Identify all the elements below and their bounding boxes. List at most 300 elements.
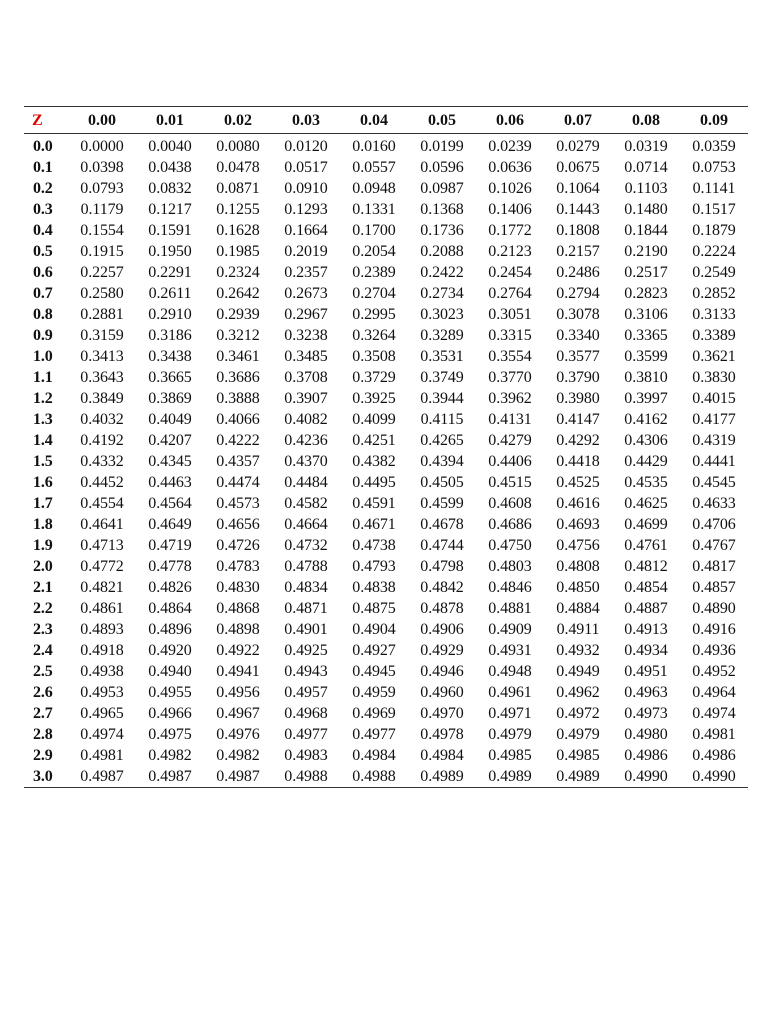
table-row: [24, 388, 748, 409]
probability-cell: 0.4633: [692, 494, 736, 512]
probability-cell: 0.4948: [488, 662, 532, 680]
probability-cell: 0.4756: [556, 536, 600, 554]
probability-cell: 0.3830: [692, 368, 736, 386]
column-header: 0.00: [88, 112, 116, 129]
header-row: [24, 107, 748, 134]
probability-cell: 0.0478: [216, 158, 260, 176]
probability-cell: 0.2764: [488, 284, 532, 302]
probability-cell: 0.2517: [624, 263, 668, 281]
probability-cell: 0.3708: [284, 368, 328, 386]
probability-cell: 0.0080: [216, 137, 260, 155]
probability-cell: 0.3051: [488, 305, 532, 323]
probability-cell: 0.4922: [216, 641, 260, 659]
probability-cell: 0.3023: [420, 305, 464, 323]
probability-cell: 0.0714: [624, 158, 668, 176]
probability-cell: 0.3186: [148, 326, 192, 344]
probability-cell: 0.4732: [284, 536, 328, 554]
column-header: 0.02: [224, 112, 252, 129]
table-row: [24, 409, 748, 430]
probability-cell: 0.2794: [556, 284, 600, 302]
probability-cell: 0.3997: [624, 389, 668, 407]
probability-cell: 0.4767: [692, 536, 736, 554]
z-value-cell: 1.5: [33, 452, 53, 470]
probability-cell: 0.3389: [692, 326, 736, 344]
probability-cell: 0.4319: [692, 431, 736, 449]
table-row: [24, 619, 748, 640]
probability-cell: 0.2852: [692, 284, 736, 302]
probability-cell: 0.4945: [352, 662, 396, 680]
probability-cell: 0.4953: [80, 683, 124, 701]
z-value-cell: 2.6: [33, 683, 53, 701]
probability-cell: 0.1480: [624, 200, 668, 218]
probability-cell: 0.3289: [420, 326, 464, 344]
probability-cell: 0.4857: [692, 578, 736, 596]
probability-cell: 0.4977: [284, 725, 328, 743]
probability-cell: 0.4656: [216, 515, 260, 533]
z-value-cell: 0.8: [33, 305, 53, 323]
probability-cell: 0.4192: [80, 431, 124, 449]
probability-cell: 0.4887: [624, 599, 668, 617]
table-row: [24, 556, 748, 577]
probability-cell: 0.4972: [556, 704, 600, 722]
probability-cell: 0.4515: [488, 473, 532, 491]
column-header: 0.07: [564, 112, 592, 129]
table-row: [24, 598, 748, 619]
probability-cell: 0.0160: [352, 137, 396, 155]
probability-cell: 0.4896: [148, 620, 192, 638]
probability-cell: 0.4788: [284, 557, 328, 575]
probability-cell: 0.0279: [556, 137, 600, 155]
probability-cell: 0.1026: [488, 179, 532, 197]
probability-cell: 0.2454: [488, 263, 532, 281]
probability-cell: 0.4812: [624, 557, 668, 575]
probability-cell: 0.4977: [352, 725, 396, 743]
probability-cell: 0.4591: [352, 494, 396, 512]
z-value-cell: 2.3: [33, 620, 53, 638]
probability-cell: 0.4418: [556, 452, 600, 470]
probability-cell: 0.4966: [148, 704, 192, 722]
probability-cell: 0.4162: [624, 410, 668, 428]
z-value-cell: 1.7: [33, 494, 53, 512]
probability-cell: 0.3078: [556, 305, 600, 323]
probability-cell: 0.1844: [624, 221, 668, 239]
z-table-container: [24, 106, 748, 788]
probability-cell: 0.2642: [216, 284, 260, 302]
probability-cell: 0.4963: [624, 683, 668, 701]
probability-cell: 0.3264: [352, 326, 396, 344]
probability-cell: 0.4846: [488, 578, 532, 596]
z-value-cell: 1.0: [33, 347, 53, 365]
probability-cell: 0.4671: [352, 515, 396, 533]
probability-cell: 0.4750: [488, 536, 532, 554]
probability-cell: 0.0793: [80, 179, 124, 197]
probability-cell: 0.4881: [488, 599, 532, 617]
probability-cell: 0.4970: [420, 704, 464, 722]
probability-cell: 0.4990: [692, 767, 736, 785]
probability-cell: 0.1915: [80, 242, 124, 260]
probability-cell: 0.4909: [488, 620, 532, 638]
probability-cell: 0.4952: [692, 662, 736, 680]
probability-cell: 0.4989: [556, 767, 600, 785]
probability-cell: 0.4394: [420, 452, 464, 470]
probability-cell: 0.4984: [352, 746, 396, 764]
probability-cell: 0.4959: [352, 683, 396, 701]
probability-cell: 0.4808: [556, 557, 600, 575]
probability-cell: 0.4884: [556, 599, 600, 617]
probability-cell: 0.4861: [80, 599, 124, 617]
probability-cell: 0.3621: [692, 347, 736, 365]
probability-cell: 0.4969: [352, 704, 396, 722]
probability-cell: 0.4678: [420, 515, 464, 533]
probability-cell: 0.2324: [216, 263, 260, 281]
probability-cell: 0.2704: [352, 284, 396, 302]
probability-cell: 0.1879: [692, 221, 736, 239]
table-row: [24, 724, 748, 745]
z-value-cell: 2.0: [33, 557, 53, 575]
table-row: [24, 178, 748, 199]
probability-cell: 0.2291: [148, 263, 192, 281]
probability-cell: 0.4236: [284, 431, 328, 449]
probability-cell: 0.4719: [148, 536, 192, 554]
probability-cell: 0.4988: [352, 767, 396, 785]
probability-cell: 0.4911: [556, 620, 600, 638]
probability-cell: 0.4976: [216, 725, 260, 743]
probability-cell: 0.4943: [284, 662, 328, 680]
table-row: [24, 241, 748, 262]
probability-cell: 0.3365: [624, 326, 668, 344]
table-row: [24, 367, 748, 388]
z-value-cell: 0.1: [33, 158, 53, 176]
probability-cell: 0.3944: [420, 389, 464, 407]
probability-cell: 0.4956: [216, 683, 260, 701]
table-row: [24, 472, 748, 493]
z-value-cell: 2.7: [33, 704, 53, 722]
probability-cell: 0.4599: [420, 494, 464, 512]
probability-cell: 0.4982: [148, 746, 192, 764]
probability-cell: 0.4265: [420, 431, 464, 449]
probability-cell: 0.0871: [216, 179, 260, 197]
probability-cell: 0.4706: [692, 515, 736, 533]
probability-cell: 0.3749: [420, 368, 464, 386]
probability-cell: 0.4582: [284, 494, 328, 512]
probability-cell: 0.4979: [488, 725, 532, 743]
probability-cell: 0.4864: [148, 599, 192, 617]
probability-cell: 0.2157: [556, 242, 600, 260]
probability-cell: 0.4357: [216, 452, 260, 470]
probability-cell: 0.4904: [352, 620, 396, 638]
probability-cell: 0.4032: [80, 410, 124, 428]
probability-cell: 0.4066: [216, 410, 260, 428]
probability-cell: 0.4964: [692, 683, 736, 701]
probability-cell: 0.2123: [488, 242, 532, 260]
probability-cell: 0.1064: [556, 179, 600, 197]
probability-cell: 0.0239: [488, 137, 532, 155]
probability-cell: 0.4916: [692, 620, 736, 638]
probability-cell: 0.4982: [216, 746, 260, 764]
probability-cell: 0.4990: [624, 767, 668, 785]
probability-cell: 0.0319: [624, 137, 668, 155]
z-value-cell: 1.3: [33, 410, 53, 428]
probability-cell: 0.4726: [216, 536, 260, 554]
probability-cell: 0.4783: [216, 557, 260, 575]
table-header: [24, 107, 748, 134]
probability-cell: 0.3665: [148, 368, 192, 386]
probability-cell: 0.1628: [216, 221, 260, 239]
probability-cell: 0.4901: [284, 620, 328, 638]
z-value-cell: 2.4: [33, 641, 53, 659]
table-row: [24, 535, 748, 556]
probability-cell: 0.0948: [352, 179, 396, 197]
probability-cell: 0.4949: [556, 662, 600, 680]
probability-cell: 0.1443: [556, 200, 600, 218]
probability-cell: 0.2823: [624, 284, 668, 302]
probability-cell: 0.4868: [216, 599, 260, 617]
probability-cell: 0.4826: [148, 578, 192, 596]
probability-cell: 0.0987: [420, 179, 464, 197]
table-row: [24, 640, 748, 661]
probability-cell: 0.0636: [488, 158, 532, 176]
probability-cell: 0.2734: [420, 284, 464, 302]
probability-cell: 0.3907: [284, 389, 328, 407]
table-row: [24, 577, 748, 598]
probability-cell: 0.4830: [216, 578, 260, 596]
probability-cell: 0.3315: [488, 326, 532, 344]
probability-cell: 0.4545: [692, 473, 736, 491]
probability-cell: 0.0910: [284, 179, 328, 197]
probability-cell: 0.4406: [488, 452, 532, 470]
probability-cell: 0.3531: [420, 347, 464, 365]
probability-cell: 0.4985: [556, 746, 600, 764]
z-value-cell: 1.6: [33, 473, 53, 491]
probability-cell: 0.2673: [284, 284, 328, 302]
table-row: [24, 493, 748, 514]
probability-cell: 0.4898: [216, 620, 260, 638]
probability-cell: 0.1406: [488, 200, 532, 218]
probability-cell: 0.4975: [148, 725, 192, 743]
probability-cell: 0.4535: [624, 473, 668, 491]
probability-cell: 0.4115: [420, 410, 464, 428]
probability-cell: 0.4803: [488, 557, 532, 575]
z-value-cell: 0.9: [33, 326, 53, 344]
table-row: [24, 199, 748, 220]
column-header: 0.05: [428, 112, 456, 129]
probability-cell: 0.4131: [488, 410, 532, 428]
z-table: [24, 106, 748, 788]
probability-cell: 0.4292: [556, 431, 600, 449]
probability-cell: 0.4345: [148, 452, 192, 470]
table-row: [24, 430, 748, 451]
probability-cell: 0.2190: [624, 242, 668, 260]
column-header: 0.06: [496, 112, 524, 129]
probability-cell: 0.1950: [148, 242, 192, 260]
probability-cell: 0.4505: [420, 473, 464, 491]
z-value-cell: 2.5: [33, 662, 53, 680]
probability-cell: 0.4744: [420, 536, 464, 554]
z-value-cell: 3.0: [33, 767, 53, 785]
probability-cell: 0.4664: [284, 515, 328, 533]
probability-cell: 0.0199: [420, 137, 464, 155]
probability-cell: 0.4854: [624, 578, 668, 596]
probability-cell: 0.4821: [80, 578, 124, 596]
z-value-cell: 2.8: [33, 725, 53, 743]
probability-cell: 0.4082: [284, 410, 328, 428]
probability-cell: 0.1808: [556, 221, 600, 239]
probability-cell: 0.4099: [352, 410, 396, 428]
probability-cell: 0.4616: [556, 494, 600, 512]
z-value-cell: 0.3: [33, 200, 53, 218]
probability-cell: 0.4983: [284, 746, 328, 764]
probability-cell: 0.4893: [80, 620, 124, 638]
probability-cell: 0.4838: [352, 578, 396, 596]
probability-cell: 0.4738: [352, 536, 396, 554]
probability-cell: 0.3925: [352, 389, 396, 407]
table-row: [24, 451, 748, 472]
z-value-cell: 1.9: [33, 536, 53, 554]
probability-cell: 0.4251: [352, 431, 396, 449]
probability-cell: 0.4463: [148, 473, 192, 491]
probability-cell: 0.3686: [216, 368, 260, 386]
probability-cell: 0.4985: [488, 746, 532, 764]
probability-cell: 0.1554: [80, 221, 124, 239]
probability-cell: 0.4913: [624, 620, 668, 638]
probability-cell: 0.4981: [80, 746, 124, 764]
probability-cell: 0.0398: [80, 158, 124, 176]
probability-cell: 0.2611: [148, 284, 192, 302]
probability-cell: 0.4957: [284, 683, 328, 701]
probability-cell: 0.4971: [488, 704, 532, 722]
table-row: [24, 346, 748, 367]
probability-cell: 0.4177: [692, 410, 736, 428]
probability-cell: 0.2967: [284, 305, 328, 323]
probability-cell: 0.0557: [352, 158, 396, 176]
probability-cell: 0.4608: [488, 494, 532, 512]
probability-cell: 0.3508: [352, 347, 396, 365]
z-value-cell: 2.2: [33, 599, 53, 617]
probability-cell: 0.4474: [216, 473, 260, 491]
probability-cell: 0.4980: [624, 725, 668, 743]
probability-cell: 0.0359: [692, 137, 736, 155]
probability-cell: 0.4979: [556, 725, 600, 743]
probability-cell: 0.3962: [488, 389, 532, 407]
probability-cell: 0.4989: [420, 767, 464, 785]
probability-cell: 0.2486: [556, 263, 600, 281]
probability-cell: 0.3888: [216, 389, 260, 407]
probability-cell: 0.4973: [624, 704, 668, 722]
table-row: [24, 514, 748, 535]
probability-cell: 0.4772: [80, 557, 124, 575]
probability-cell: 0.4932: [556, 641, 600, 659]
probability-cell: 0.1368: [420, 200, 464, 218]
probability-cell: 0.4967: [216, 704, 260, 722]
probability-cell: 0.4938: [80, 662, 124, 680]
probability-cell: 0.4495: [352, 473, 396, 491]
probability-cell: 0.3770: [488, 368, 532, 386]
probability-cell: 0.2881: [80, 305, 124, 323]
probability-cell: 0.4207: [148, 431, 192, 449]
z-value-cell: 2.9: [33, 746, 53, 764]
probability-cell: 0.4878: [420, 599, 464, 617]
probability-cell: 0.4693: [556, 515, 600, 533]
probability-cell: 0.0596: [420, 158, 464, 176]
probability-cell: 0.1517: [692, 200, 736, 218]
probability-cell: 0.4429: [624, 452, 668, 470]
probability-cell: 0.0753: [692, 158, 736, 176]
probability-cell: 0.3461: [216, 347, 260, 365]
table-row: [24, 134, 748, 158]
table-row: [24, 766, 748, 788]
probability-cell: 0.3554: [488, 347, 532, 365]
probability-cell: 0.3438: [148, 347, 192, 365]
table-row: [24, 304, 748, 325]
probability-cell: 0.4834: [284, 578, 328, 596]
probability-cell: 0.2357: [284, 263, 328, 281]
probability-cell: 0.3485: [284, 347, 328, 365]
probability-cell: 0.3790: [556, 368, 600, 386]
probability-cell: 0.4564: [148, 494, 192, 512]
probability-cell: 0.4987: [80, 767, 124, 785]
probability-cell: 0.3849: [80, 389, 124, 407]
probability-cell: 0.0040: [148, 137, 192, 155]
probability-cell: 0.4890: [692, 599, 736, 617]
probability-cell: 0.2422: [420, 263, 464, 281]
probability-cell: 0.4382: [352, 452, 396, 470]
probability-cell: 0.4918: [80, 641, 124, 659]
probability-cell: 0.4951: [624, 662, 668, 680]
probability-cell: 0.4641: [80, 515, 124, 533]
probability-cell: 0.3643: [80, 368, 124, 386]
probability-cell: 0.4925: [284, 641, 328, 659]
probability-cell: 0.2910: [148, 305, 192, 323]
probability-cell: 0.4974: [80, 725, 124, 743]
probability-cell: 0.4625: [624, 494, 668, 512]
probability-cell: 0.3729: [352, 368, 396, 386]
probability-cell: 0.4452: [80, 473, 124, 491]
probability-cell: 0.4850: [556, 578, 600, 596]
probability-cell: 0.4554: [80, 494, 124, 512]
probability-cell: 0.1736: [420, 221, 464, 239]
probability-cell: 0.4981: [692, 725, 736, 743]
probability-cell: 0.4015: [692, 389, 736, 407]
z-value-cell: 0.4: [33, 221, 53, 239]
probability-cell: 0.3238: [284, 326, 328, 344]
probability-cell: 0.0000: [80, 137, 124, 155]
z-value-cell: 0.0: [33, 137, 53, 155]
probability-cell: 0.3212: [216, 326, 260, 344]
probability-cell: 0.4793: [352, 557, 396, 575]
probability-cell: 0.3980: [556, 389, 600, 407]
probability-cell: 0.4871: [284, 599, 328, 617]
probability-cell: 0.4987: [216, 767, 260, 785]
table-row: [24, 325, 748, 346]
z-value-cell: 1.8: [33, 515, 53, 533]
probability-cell: 0.4934: [624, 641, 668, 659]
probability-cell: 0.4875: [352, 599, 396, 617]
table-row: [24, 703, 748, 724]
probability-cell: 0.3340: [556, 326, 600, 344]
probability-cell: 0.2389: [352, 263, 396, 281]
probability-cell: 0.4920: [148, 641, 192, 659]
probability-cell: 0.3810: [624, 368, 668, 386]
z-value-cell: 1.2: [33, 389, 53, 407]
probability-cell: 0.1179: [80, 200, 124, 218]
probability-cell: 0.4955: [148, 683, 192, 701]
probability-cell: 0.4842: [420, 578, 464, 596]
probability-cell: 0.1141: [692, 179, 736, 197]
probability-cell: 0.2580: [80, 284, 124, 302]
probability-cell: 0.4332: [80, 452, 124, 470]
probability-cell: 0.3577: [556, 347, 600, 365]
z-value-cell: 0.6: [33, 263, 53, 281]
